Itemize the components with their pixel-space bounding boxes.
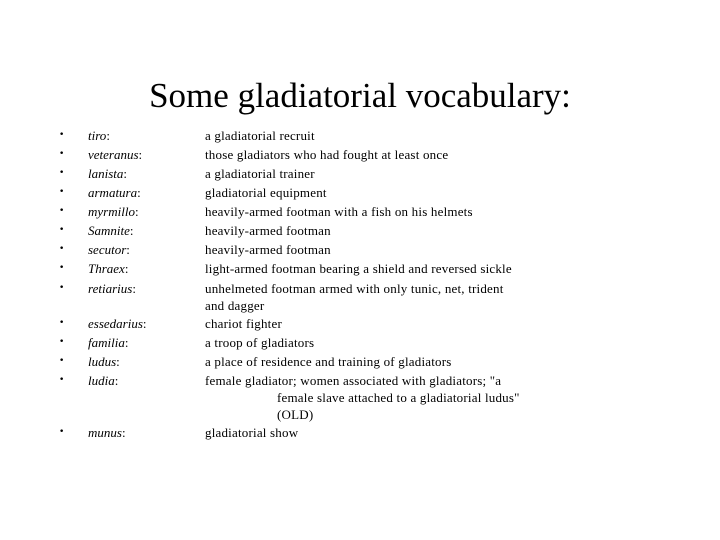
definition [205,146,605,163]
term [88,280,136,297]
definition-line: heavily-armed footman with a fish on his helmets [205,204,473,219]
term [88,241,130,258]
term-word: veteranus [88,147,139,162]
term-word: familia [88,335,125,350]
bullet-icon: • [59,318,65,328]
term-word: Samnite [88,223,130,238]
bullet-icon: • [59,130,65,140]
term [88,424,126,441]
definition-line: heavily-armed footman [205,242,331,257]
definition-line: those gladiators who had fought at least once [205,147,449,162]
bullet-icon: • [59,283,65,293]
bullet-icon: • [59,187,65,197]
term-colon: : [134,204,139,219]
definition [205,353,605,370]
term-colon: : [116,354,120,369]
definition [205,184,605,201]
term-word: Thraex [88,261,125,276]
definition-line: a gladiatorial recruit [205,128,315,143]
term-colon: : [114,373,119,388]
definition-line: and dagger [205,298,265,313]
bullet-icon: • [59,375,65,385]
term-colon: : [124,335,129,350]
term-colon: : [137,185,141,200]
term-colon: : [138,147,143,162]
term [88,260,128,277]
definition-line: a gladiatorial trainer [205,166,315,181]
term-colon: : [142,316,147,331]
term-colon: : [121,425,126,440]
definition [205,203,605,220]
term [88,184,141,201]
definition-line: female slave attached to a gladiatorial ludus" [277,390,520,405]
term-colon: : [106,128,110,143]
definition [205,127,605,144]
definition [205,165,605,182]
term-word: armatura [88,185,138,200]
bullet-icon: • [59,149,65,159]
bullet-icon: • [59,206,65,216]
term-word: secutor [88,242,127,257]
bullet-icon: • [59,225,65,235]
term-colon: : [129,223,134,238]
definition-line: female gladiator; women associated with gladiators; "a [205,373,502,388]
slide-title: Some gladiatorial vocabulary: [149,76,571,115]
bullet-icon: • [59,356,65,366]
term-word: tiro [88,128,107,143]
definition [205,241,605,258]
definition [205,424,605,441]
term-word: ludia [88,373,115,388]
term [88,146,142,163]
term-colon: : [132,281,136,296]
term [88,203,139,220]
definition [205,222,605,239]
term-word: essedarius [88,316,143,331]
bullet-icon: • [59,168,65,178]
term-colon: : [123,166,128,181]
bullet-icon: • [59,337,65,347]
term [88,334,128,351]
term-word: ludus [88,354,117,369]
definition-line: unhelmeted footman armed with only tunic, net, trident [205,281,504,296]
bullet-icon: • [59,263,65,273]
term-word: lanista [88,166,124,181]
term-colon: : [126,242,130,257]
definition-line: chariot fighter [205,316,282,331]
term [88,372,118,389]
definition-line: (OLD) [277,407,314,422]
definition-line: light-armed footman bearing a shield and reversed sickle [205,261,512,276]
term-word: retiarius [88,281,133,296]
definition [205,372,605,423]
definition-line: a troop of gladiators [205,335,315,350]
definition-line: heavily-armed footman [205,223,331,238]
bullet-icon: • [59,427,65,437]
definition-line: a place of residence and training of gladiators [205,354,452,369]
term [88,222,134,239]
term-word: myrmillo [88,204,135,219]
term [88,127,110,144]
definition-line: gladiatorial equipment [205,185,327,200]
term [88,165,127,182]
bullet-icon: • [59,244,65,254]
term [88,353,120,370]
definition [205,260,605,277]
definition [205,315,605,332]
term [88,315,147,332]
term-word: munus [88,425,122,440]
term-colon: : [124,261,129,276]
definition [205,280,605,314]
definition [205,334,605,351]
definition-line: gladiatorial show [205,425,299,440]
